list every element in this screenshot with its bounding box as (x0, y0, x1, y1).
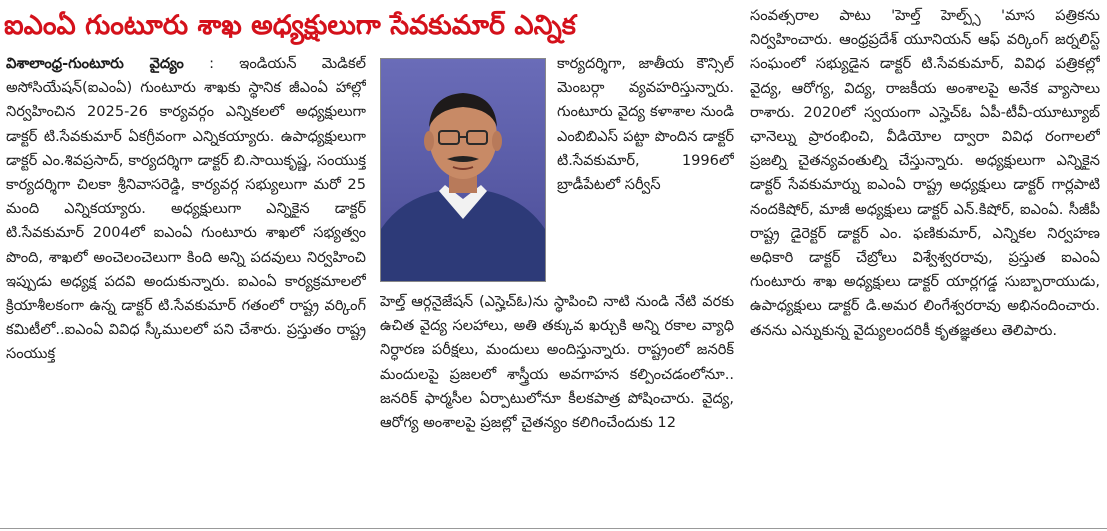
headline: ఐఎంఏ గుంటూరు శాఖ అధ్యక్షులుగా సేవకుమార్ ఎన్నిక (4, 10, 576, 41)
column-3-text: సంవత్సరాల పాటు 'హెల్త్ హెల్ప్స్ 'మాస పత్రికను నిర్వహించారు. ఆంధ్రప్రదేశ్ యూనియన్ ఆఫ్ వర్కింగ్ జర్నలిస్ట్ సంఘంలో సభ్యుడైన డాక్టర్ టి.సేవకుమార్, వివిధ పత్రికల్లో వైద్య, ఆరోగ్య, విద్య, రాజకీయ అంశాలపై అనేక వ్యాసాలు రాశారు. 2020లో స్వయంగా ఎస్హెచ్ఓ ఏపీ-టీవీ-యూట్యూబ్ ఛానెల్ను ప్రారంభించి, వీడియోల ద్వారా వివిధ రంగాలలో ప్రజల్ని చైతన్యవంతుల్ని చేస్తున్నారు. అధ్యక్షులుగా ఎన్నికైన డాక్టర్ సేవకుమార్ను ఐఎంఏ రాష్ట్ర అధ్యక్షులు డాక్టర్ గార్లపాటి నందకిషోర్, మాజీ అధ్యక్షులు డాక్టర్ ఎన్.కిషోర్, ఐఎంఏ. సీజీపీ రాష్ట్ర డైరెక్టర్ డాక్టర్ ఎం. ఫణికుమార్, ఎన్నికల నిర్వహణ అధికారి డాక్టర్ చేబ్రోలు విశ్వేశ్వరరావు, ప్రస్తుత ఐఎంఏ గుంటూరు శాఖ అధ్యక్షులు డాక్టర్ యార్లగడ్డ సుబ్బారాయుడు, ఉపాధ్యక్షులు డాక్టర్ డి.అమర లింగేశ్వరరావు అభినందించారు. తనను ఎన్నుకున్న వైద్యులందరికీ కృతజ్ఞతలు తెలిపారు. (750, 7, 1100, 339)
column-1-text: ఇండియన్ మెడికల్ అసోసియేషన్(ఐఎంఏ) గుంటూరు శాఖకు స్థానిక జీఎంఏ హాల్లో నిర్వహించిన 2025-26 కార్యవర్గం ఎన్నికలలో అధ్యక్షులుగా డాక్టర్ టి.సేవకుమార్ ఏకగ్రీవంగా ఎన్నికయ్యారు. ఉపాధ్యక్షులుగా డాక్టర్ ఎం.శివప్రసాద్, కార్యదర్శిగా డాక్టర్ బి.సాయికృష్ణ, సంయుక్త కార్యదర్శిగా చిలకా శ్రీనివాసరెడ్డి, కార్యవర్గ సభ్యులుగా మరో 25 మంది ఎన్నికయ్యారు. అధ్యక్షులుగా ఎన్నికైన డాక్టర్ టి.సేవకుమార్ 2004లో ఐఎంఏ గుంటూరు శాఖలో సభ్యత్వం పొంది, శాఖలో అంచెలంచెలుగా కింది అన్ని పదవులు నిర్వహించి ఇప్పుడు అధ్యక్ష పదవి అందుకున్నారు. ఐఎంఏ కార్యక్రమాలలో క్రియాశీలకంగా ఉన్న డాక్టర్ టి.సేవకుమార్ గతంలో రాష్ట్ర వర్కింగ్ కమిటీలో..ఐఎంఏ వివిధ స్కీములలో పని చేశారు. ప్రస్తుతం రాష్ట్ర సంయుక్త (6, 55, 366, 363)
article-column-1: విశాలాంధ్ర-గుంటూరు వైద్యం : ఇండియన్ మెడికల్ అసోసియేషన్(ఐఎంఏ) గుంటూరు శాఖకు స్థానిక జీఎంఏ హాల్లో నిర్వహించిన 2025-26 కార్యవర్గం ఎన్నికలలో అధ్యక్షులుగా డాక్టర్ టి.సేవకుమార్ ఏకగ్రీవంగా ఎన్నికయ్యారు. ఉపాధ్యక్షులుగా డాక్టర్ ఎం.శివప్రసాద్, కార్యదర్శిగా డాక్టర్ బి.సాయికృష్ణ, సంయుక్త కార్యదర్శిగా చిలకా శ్రీనివాసరెడ్డి, కార్యవర్గ సభ్యులుగా మరో 25 మంది ఎన్నికయ్యారు. అధ్యక్షులుగా ఎన్నికైన డాక్టర్ టి.సేవకుమార్ 2004లో ఐఎంఏ గుంటూరు శాఖలో సభ్యత్వం పొంది, శాఖలో అంచెలంచెలుగా కింది అన్ని పదవులు నిర్వహించి ఇప్పుడు అధ్యక్ష పదవి అందుకున్నారు. ఐఎంఏ కార్యక్రమాలలో క్రియాశీలకంగా ఉన్న డాక్టర్ టి.సేవకుమార్ గతంలో రాష్ట్ర వర్కింగ్ కమిటీలో..ఐఎంఏ వివిధ స్కీములలో పని చేశారు. ప్రస్తుతం రాష్ట్ర సంయుక్త (6, 55, 366, 363)
column-2-top-text: కార్యదర్శిగా, జాతీయ కౌన్సిల్ మెంబర్గా వ్యవహరిస్తున్నారు. గుంటూరు వైద్య కళాశాల నుండి ఎంబిబిఎస్ పట్టా పొందిన డాక్టర్ టి.సేవకుమార్, 1996లో బ్రాడీపేటలో సర్వీస్ (557, 55, 734, 194)
article-column-2-top (557, 52, 734, 288)
dateline: విశాలాంధ్ర-గుంటూరు వైద్యం (6, 55, 184, 72)
article-column-3 (750, 4, 1100, 524)
column-2-bottom-text: హెల్త్ ఆర్గనైజేషన్ (ఎస్హెచ్ఓ)ను స్థాపించి నాటి నుండి నేటి వరకు ఉచిత వైద్య సలహాలు, అతి తక్కువ ఖర్చుకి అన్ని రకాల వ్యాధి నిర్ధారణ పరీక్షలు, మందులు అందిస్తున్నారు. రాష్ట్రంలో జనరిక్ మందులపై ప్రజలలో శాస్త్రీయ అవగాహన కల్పించడంలోనూ.. జనరిక్ ఫార్మసీల ఏర్పాటులోనూ కీలకపాత్ర పోషించారు. వైద్య, ఆరోగ్య అంశాలపై ప్రజల్లో చైతన్యం కలిగించేందుకు 12 (380, 293, 734, 432)
article-column-2-bottom (380, 290, 734, 526)
bottom-divider (0, 528, 1107, 529)
portrait-illustration (381, 59, 545, 281)
portrait-photo (380, 58, 546, 282)
